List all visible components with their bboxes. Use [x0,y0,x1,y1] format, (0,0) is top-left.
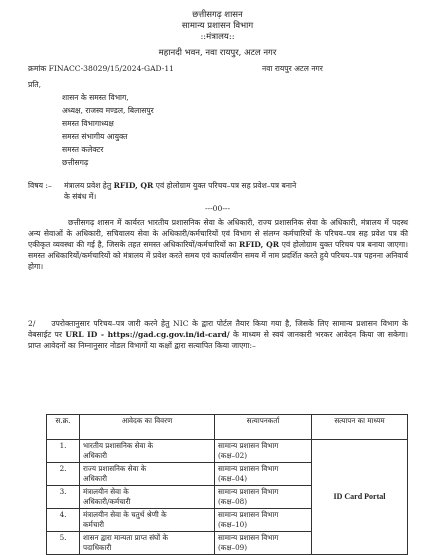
header-address: महानदी भवन, नवा रायपुर, अटल नगर [158,48,277,58]
recipient-item: समस्त संभागीय आयुक्त [62,132,128,141]
row-verifier [215,440,312,463]
paragraph-1-text: छत्तीसगढ़ शासन में कार्यरत भारतीय प्रशासनिक सेवा के अधिकारी, राज्य प्रशासनिक सेवा के अधिकारी, मंत्रालय में पदस्थ अन्य सेवाओं के अधिकारी, सचिवालय सेवा के अधिकारी/कर्मचारियों एवं विभाग से संलग्न कर्मचारियों के परिचय–पत्र सह प्रवेश पत्र की एकीकृत व्यवस्था की गई है, जिसके तहत समस्त अधिकारियों/कर्मचारियों का [28,218,408,249]
paragraph-1 [28,217,408,272]
verifier-line: सामान्य प्रशासन विभाग [218,510,279,519]
verifier-room: (कक्ष–10) [218,519,248,529]
paragraph-2 [28,318,408,351]
paragraph-2-text: उपरोक्तानुसार परिचय–पत्र जारी करने हेतु NIC के द्वारा पोर्टल तैयार किया गया है, जिसके लिए सामान्य प्रशासन विभाग के वेबसाईट पर [28,319,408,339]
verifier-room: (कक्ष–08) [218,496,248,506]
paragraph-2-prefix: 2/ [28,319,36,328]
row-applicant [80,440,215,463]
recipient-item: छत्तीसगढ़ [62,158,89,167]
reference-number: क्रमांक FINACC-38029/15/2024-GAD-11 [28,64,175,73]
paragraph-2-text: के माध्यम से स्वयं जानकारी भरकर आवेदन किया जा सकेगा। प्राप्त आवेदनों का निम्नानुसार नोडल विभागों या कक्षों द्वारा सत्यापित किया जाएगा:– [28,330,408,350]
recipient-item: शासन के समस्त विभाग, [62,93,129,102]
recipients-salutation: प्रति, [28,80,42,89]
row-verifier [215,486,312,509]
applicant-line: कर्मचारी [83,519,105,529]
row-serial: 2. [47,463,80,486]
subject-text: मंत्रालय प्रवेश हेतु [64,181,114,190]
verifier-line: सामान्य प्रशासन विभाग [218,533,279,542]
row-serial: 5. [47,532,80,555]
header-office: ::मंत्रालय:: [200,32,235,42]
col-header-verifier: सत्यापनकर्ता [215,415,312,440]
row-applicant [80,509,215,532]
row-serial: 3. [47,486,80,509]
header-government: छत्तीसगढ़ शासन [192,10,243,20]
verifier-line: सामान्य प्रशासन विभाग [218,441,279,450]
row-verifier [215,463,312,486]
verification-table [46,414,408,555]
recipient-item: समस्त कलेक्टर [62,145,104,154]
row-serial: 1. [47,440,80,463]
applicant-line: मंत्रालयीन सेवा के [83,487,129,496]
divider: ---00--- [204,204,231,213]
subject-text: एवं होलोग्राम युक्त परिचय–पत्र सह प्रवेश–पत्र बनाने [153,181,297,190]
table-row [47,440,408,463]
verifier-room: (कक्ष–09) [218,542,248,552]
col-header-medium: सत्यापन का माध्यम [312,415,408,440]
verifier-room: (कक्ष–04) [218,473,248,483]
table-header-row [47,415,408,440]
row-verifier [215,532,312,555]
applicant-line: अधिकारी [83,473,107,483]
recipient-item: समस्त विभागाध्यक्ष [62,119,114,128]
paragraph-2-url: URL ID - https://gad.cg.gov.in/id-card/ [65,330,230,339]
verifier-room: (कक्ष–02) [218,450,248,460]
row-applicant [80,532,215,555]
applicant-line: भारतीय प्रशासनिक सेवा के [83,441,154,450]
applicant-line: मंत्रालयीन सेवा के चतुर्थ श्रेणी के [83,510,167,519]
paragraph-1-text: एवं होलोग्राम युक्त परिचय पत्र बनाया जाएगा। समस्त अधिकारियों/कर्मचारियों को मंत्रालय में प्रवेश करते समय एवं कार्यालयीन समय में नाम प्रदर्शित करते हुये परिचय–पत्र पहनना अनिवार्य होगा। [28,240,408,271]
applicant-line: अधिकारी [83,450,107,460]
row-applicant [80,463,215,486]
verifier-line: सामान्य प्रशासन विभाग [218,464,279,473]
verification-medium: ID Card Portal [312,440,408,555]
header-department: सामान्य प्रशासन विभाग [181,21,254,31]
applicant-line: पदाधिकारी [83,542,112,552]
subject-line-1 [64,181,296,191]
subject-line-2: के संबंध में। [64,192,97,201]
paragraph-1-bold: RFID, QR [239,240,280,249]
col-header-applicant: आवेदक का विवरण [80,415,215,440]
subject-label: विषय :– [28,181,52,190]
applicant-line: अधिकारी/कर्मचारी [83,496,131,506]
verifier-line: सामान्य प्रशासन विभाग [218,487,279,496]
row-verifier [215,509,312,532]
row-applicant [80,486,215,509]
recipient-item: अध्यक्ष, राजस्व मण्डल, बिलासपुर [62,106,154,115]
row-serial: 4. [47,509,80,532]
applicant-line: राज्य प्रशासनिक सेवा के [83,464,147,473]
col-header-serial: स.क्र. [47,415,80,440]
applicant-line: शासन द्वारा मान्यता प्राप्त संघों के [83,533,168,542]
reference-place: नवा रायपुर अटल नगर [262,64,323,73]
subject-bold: RFID, QR [113,181,154,190]
